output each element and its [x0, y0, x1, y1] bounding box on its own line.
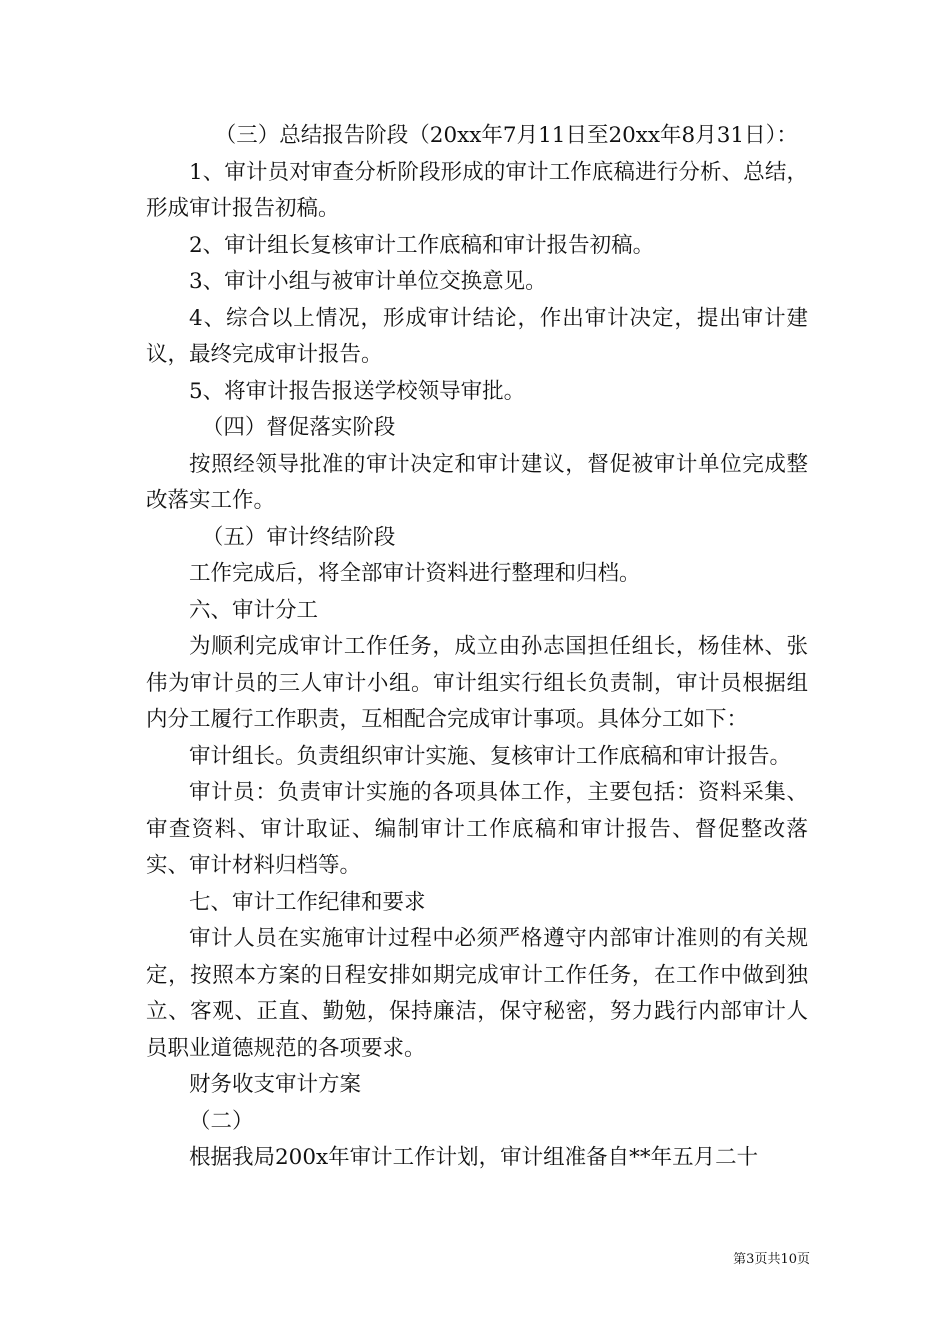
paragraph: 4、综合以上情况，形成审计结论，作出审计决定，提出审计建议，最终完成审计报告。 — [146, 305, 808, 367]
paragraph: （四）督促落实阶段 — [201, 415, 396, 440]
paragraph: 按照经领导批准的审计决定和审计建议，督促被审计单位完成整改落实工作。 — [146, 451, 808, 513]
paragraph: 工作完成后，将全部审计资料进行整理和归档。 — [189, 561, 641, 586]
document-body — [146, 118, 808, 1177]
paragraph: （五）审计终结阶段 — [201, 524, 396, 550]
page-number: 第3页共10页 — [733, 1252, 810, 1267]
paragraph: 2、审计组长复核审计工作底稿和审计报告初稿。 — [189, 232, 655, 258]
paragraph: （二） — [189, 1108, 254, 1134]
paragraph: 审计员：负责审计实施的各项具体工作，主要包括：资料采集、审查资料、审计取证、编制审计工作底稿和审计报告、督促整改落实、审计材料归档等。 — [146, 780, 808, 878]
paragraph: 3、审计小组与被审计单位交换意见。 — [189, 269, 547, 294]
paragraph: 六、审计分工 — [189, 597, 319, 623]
paragraph: 七、审计工作纪律和要求 — [189, 889, 426, 915]
paragraph: 为顺利完成审计工作任务，成立由孙志国担任组长，杨佳林、张伟为审计员的三人审计小组。审计组实行组长负责制，审计员根据组内分工履行工作职责，互相配合完成审计事项。具体分工如下： — [146, 634, 808, 732]
paragraph: 财务收支审计方案 — [189, 1072, 362, 1097]
paragraph: 1、审计员对审查分析阶段形成的审计工作底稿进行分析、总结，形成审计报告初稿。 — [146, 159, 808, 221]
paragraph: 审计人员在实施审计过程中必须严格遵守内部审计准则的有关规定，按照本方案的日程安排如期完成审计工作任务，在工作中做到独立、客观、正直、勤勉，保持廉洁，保守秘密，努力践行内部审计人员职业道德规范的各项要求。 — [146, 926, 808, 1061]
paragraph: （三）总结报告阶段（20xx年7月11日至20xx年8月31日）： — [214, 123, 798, 148]
paragraph: 根据我局200x年审计工作计划，审计组准备自**年五月二十 — [189, 1145, 759, 1170]
paragraph: 5、将审计报告报送学校领导审批。 — [189, 378, 526, 404]
paragraph: 审计组长。负责组织审计实施、复核审计工作底稿和审计报告。 — [189, 743, 792, 769]
